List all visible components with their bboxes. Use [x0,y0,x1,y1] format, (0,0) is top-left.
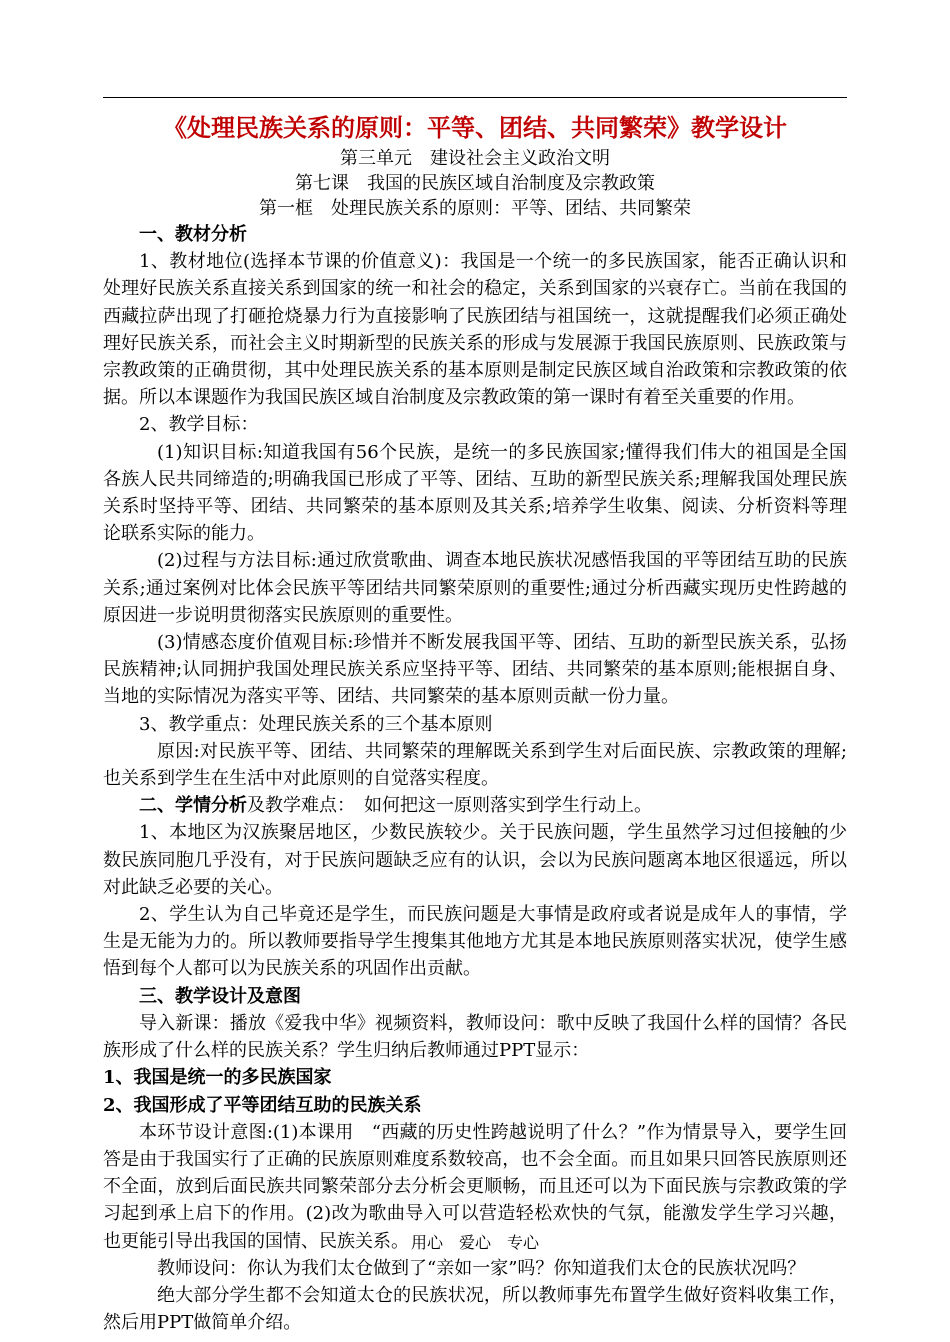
paragraph: 2、学生认为自己毕竟还是学生，而民族问题是大事情是政府或者说是成年人的事情，学生是无能为力的。所以教师要指导学生搜集其他地方尤其是本地民族原则落实状况，使学生感悟到每个人都可以为民族关系的巩固作出贡献。 [103,904,847,980]
page-footer: 用心 爱心 专心 [410,1233,539,1252]
paragraph: 2、教学目标： [139,414,259,436]
section-3-heading: 三、教学设计及意图 [139,985,301,1007]
paragraph: 教师设问：你认为我们太仓做到了“亲如一家”吗？你知道我们太仓的民族状况吗？ [157,1257,806,1279]
unit-line: 第三单元 建设社会主义政治文明 [340,148,610,169]
bold-point-1: 1、我国是统一的多民族国家 [103,1067,332,1089]
paragraph: 绝大部分学生都不会知道太仓的民族状况，所以教师事先布置学生做好资料收集工作，然后用PPT做简单介绍。 [103,1284,847,1334]
paragraph: 导入新课：播放《爱我中华》视频资料，教师设问：歌中反映了我国什么样的国情？各民族形成了什么样的民族关系？学生归纳后教师通过PPT显示： [103,1012,847,1062]
header-rule [103,97,847,98]
section-2-heading-rest: 及教学难点： 如何把这一原则落实到学生行动上。 [247,795,652,817]
bold-point-2: 2、我国形成了平等团结互助的民族关系 [103,1094,422,1116]
paragraph: 3、教学重点：处理民族关系的三个基本原则 [139,713,493,735]
paragraph: 本环节设计意图:(1)本课用 “西藏的历史性跨越说明了什么？”作为情景导入，要学生回答是由于我国实行了正确的民族原则难度系数较高，也不会全面。而且如果只回答民族原则还不全面，放到后面民族共同繁荣部分去分析会更顺畅，而且还可以为下面民族与宗教政策的学习起到承上启下的作用。(2)改为歌曲导入可以营造轻松欢快的气氛，能激发学生学习兴趣，也更能引导出我国的国情、民族关系。 [103,1121,847,1252]
paragraph: (2)过程与方法目标:通过欣赏歌曲、调查本地民族状况感悟我国的平等团结互助的民族关系;通过案例对比体会民族平等团结共同繁荣原则的重要性;通过分析西藏实现历史性跨越的原因进一步说明贯彻落实民族原则的重要性。 [103,550,847,626]
section-1-heading: 一、教材分析 [139,224,247,245]
section-2-heading [103,792,847,819]
paragraph: (1)知识目标:知道我国有56个民族，是统一的多民族国家;懂得我们伟大的祖国是全国各族人民共同缔造的;明确我国已形成了平等、团结、互助的新型民族关系;理解我国处理民族关系时坚持平等、团结、共同繁荣的基本原则及其关系;培养学生收集、阅读、分析资料等理论联系实际的能力。 [103,441,847,545]
section-2-heading-bold: 二、学情分析 [139,795,247,817]
paragraph: 1、本地区为汉族聚居地区，少数民族较少。关于民族问题，学生虽然学习过但接触的少数民族同胞几乎没有，对于民族问题缺乏应有的认识，会以为民族问题离本地区很遥远，所以对此缺乏必要的关心。 [103,822,847,898]
lesson-line: 第七课 我国的民族区域自治制度及宗教政策 [295,173,655,194]
paragraph: (3)情感态度价值观目标:珍惜并不断发展我国平等、团结、互助的新型民族关系，弘扬民族精神;认同拥护我国处理民族关系应坚持平等、团结、共同繁荣的基本原则;能根据自身、当地的实际情况为落实平等、团结、共同繁荣的基本原则贡献一份力量。 [103,632,847,708]
paragraph: 原因:对民族平等、团结、共同繁荣的理解既关系到学生对后面民族、宗教政策的理解;也关系到学生在生活中对此原则的自觉落实程度。 [103,740,847,790]
document-title: 《处理民族关系的原则：平等、团结、共同繁荣》教学设计 [163,113,787,142]
paragraph: 1、教材地位(选择本节课的价值意义)：我国是一个统一的多民族国家，能否正确认识和处理好民族关系直接关系到国家的统一和社会的稳定，关系到国家的兴衰存亡。当前在我国的西藏拉萨出现了打砸抢烧暴力行为直接影响了民族团结与祖国统一，这就提醒我们必须正确处理好民族关系，而社会主义时期新型的民族关系的形成与发展源于我国民族原则、民族政策与宗教政策的正确贯彻，其中处理民族关系的基本原则是制定民族区域自治政策和宗教政策的依据。所以本课题作为我国民族区域自治制度及宗教政策的第一课时有着至关重要的作用。 [103,251,847,409]
document-body [103,110,847,1336]
frame-line: 第一框 处理民族关系的原则：平等、团结、共同繁荣 [259,198,691,219]
